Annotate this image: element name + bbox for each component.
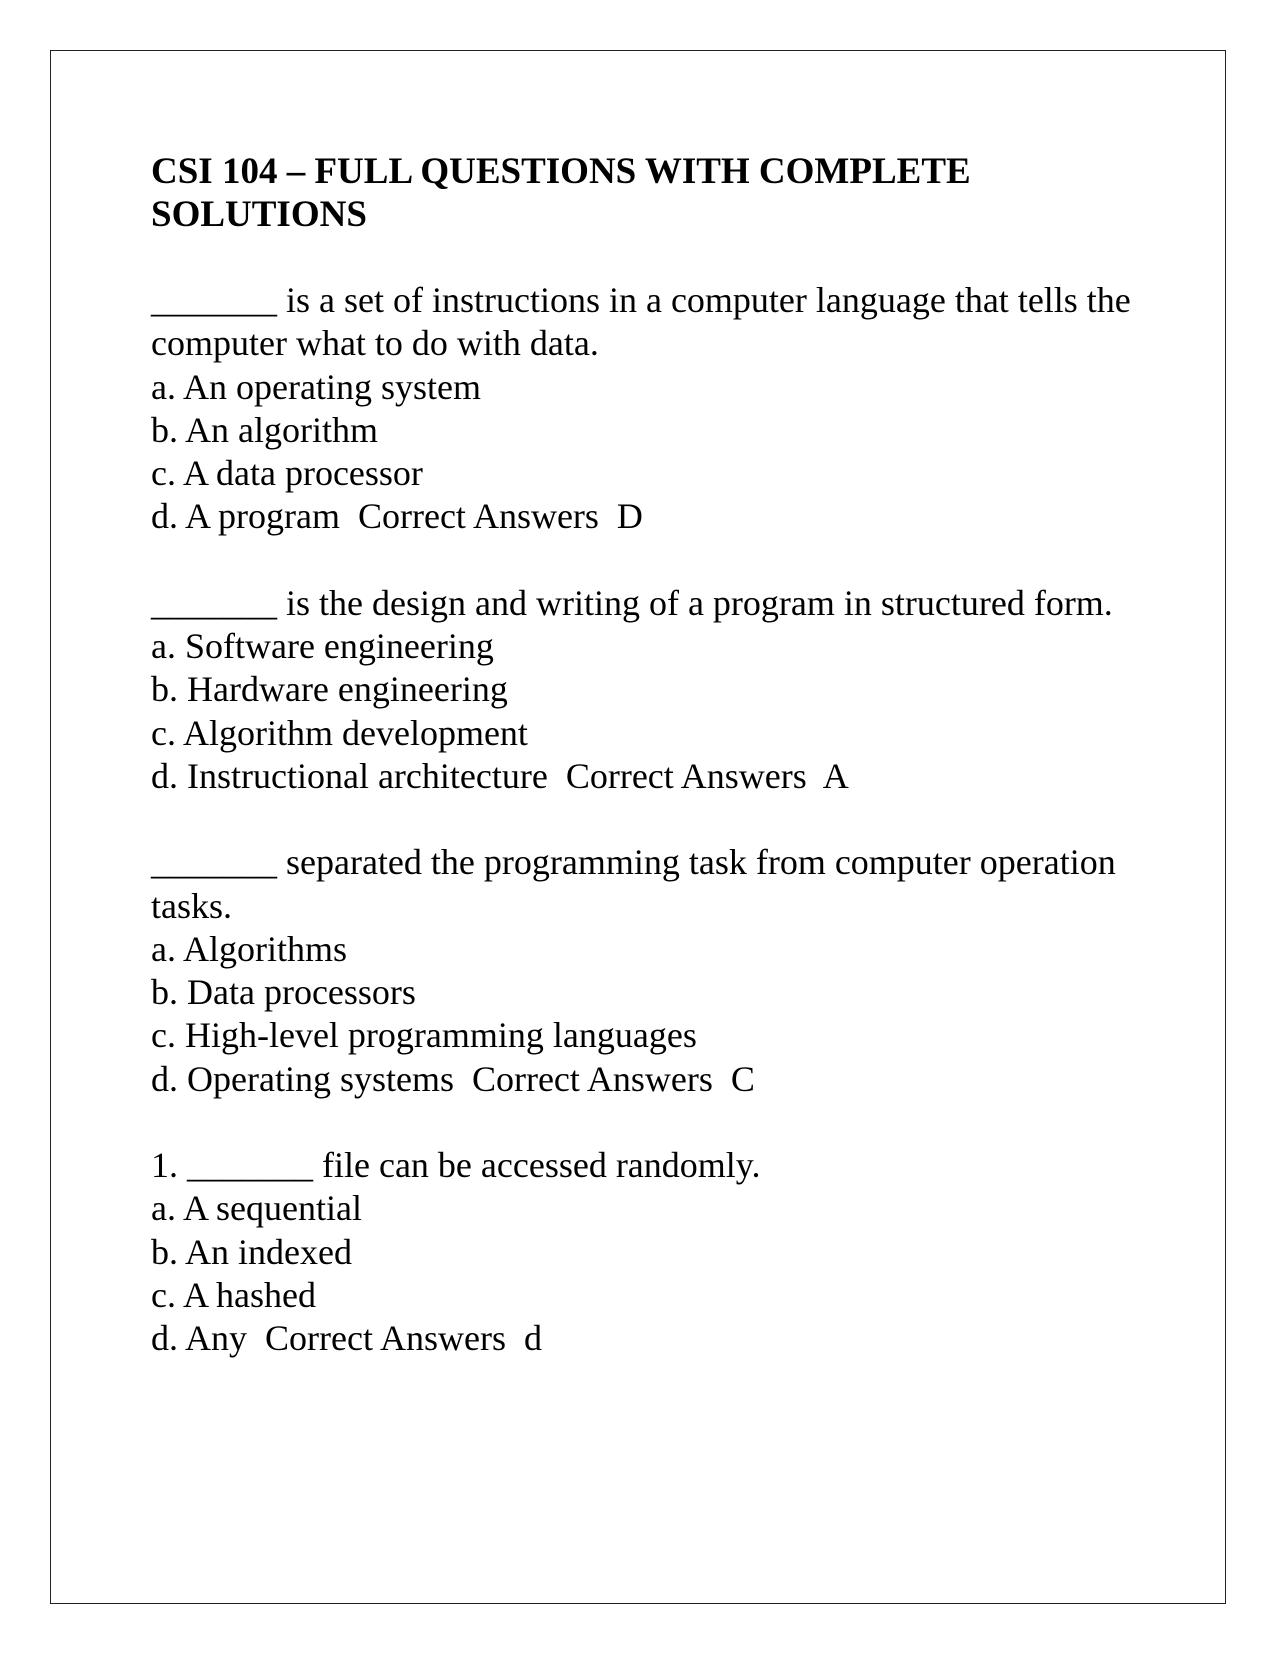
document-title: CSI 104 – FULL QUESTIONS WITH COMPLETE SOLUTIONS (151, 151, 971, 235)
question-text: 1. _______ file can be accessed randomly. (151, 1145, 761, 1186)
option-c: c. High-level programming languages (151, 1015, 697, 1056)
option-b: b. An algorithm (151, 409, 378, 450)
option-c: c. A hashed (151, 1274, 316, 1315)
option-a: a. Software engineering (151, 626, 494, 667)
question-text: _______ separated the programming task from computer operation tasks. (151, 842, 1125, 926)
option-b: b. Data processors (151, 972, 416, 1013)
question-1 (151, 279, 1161, 539)
option-d-with-answer: d. Operating systems Correct Answers C (151, 1058, 755, 1099)
option-d-with-answer: d. A program Correct Answers D (151, 496, 643, 537)
question-4 (151, 1144, 1161, 1360)
option-b: b. An indexed (151, 1231, 352, 1272)
option-b: b. Hardware engineering (151, 669, 508, 710)
option-c: c. Algorithm development (151, 712, 528, 753)
option-d-with-answer: d. Any Correct Answers d (151, 1318, 542, 1359)
option-a: a. A sequential (151, 1188, 362, 1229)
question-2 (151, 582, 1161, 798)
option-a: a. An operating system (151, 366, 481, 407)
question-text: _______ is a set of instructions in a computer language that tells the computer what to do with data. (151, 280, 1140, 364)
question-text: _______ is the design and writing of a program in structured form. (151, 582, 1113, 623)
document-content (151, 150, 1161, 1361)
question-3 (151, 841, 1161, 1101)
option-a: a. Algorithms (151, 928, 347, 969)
option-d-with-answer: d. Instructional architecture Correct Answers A (151, 755, 849, 796)
option-c: c. A data processor (151, 453, 423, 494)
